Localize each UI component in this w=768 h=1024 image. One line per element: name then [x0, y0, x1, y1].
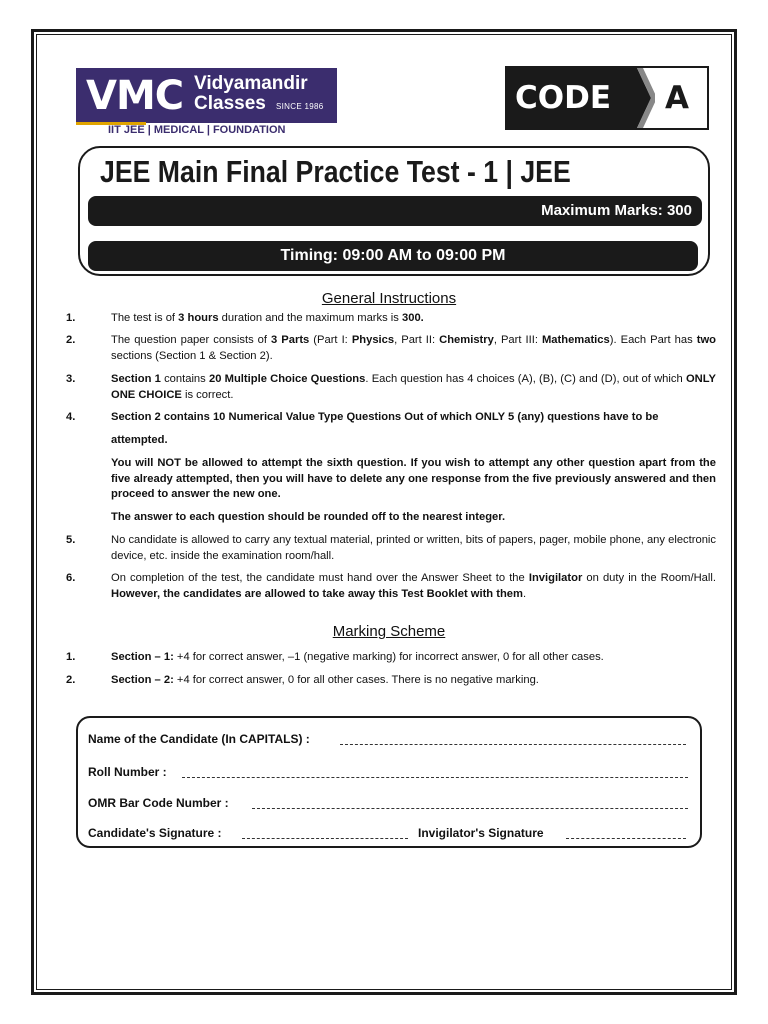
item-number: 2. — [66, 334, 76, 346]
vmc-logo — [76, 68, 337, 123]
omr-barcode-field[interactable] — [252, 808, 688, 809]
item-text: The test is of 3 hours duration and the maximum marks is 300. — [111, 312, 424, 324]
item-text: Section – 2: +4 for correct answer, 0 for all other cases. There is no negative marking. — [111, 674, 539, 686]
instruction-note: The answer to each question should be rounded off to the nearest integer. — [111, 511, 506, 523]
code-letter: A — [665, 80, 689, 116]
item-number: 1. — [66, 312, 76, 324]
invigilator-signature-label: Invigilator's Signature — [418, 826, 544, 840]
code-label: CODE — [515, 80, 612, 116]
logo-tagline: IIT JEE | MEDICAL | FOUNDATION — [108, 124, 286, 136]
item-text: No candidate is allowed to carry any textual material, printed or written, bits of papers, pager, mobile phone, any electronic device, etc. inside the examination room/hall. — [111, 534, 716, 562]
candidate-signature-field[interactable] — [242, 838, 408, 839]
candidate-signature-label: Candidate's Signature : — [88, 826, 222, 840]
roll-number-field[interactable] — [182, 777, 688, 778]
item-text: Section 2 contains 10 Numerical Value Type Questions Out of which ONLY 5 (any) questions have to be — [111, 411, 659, 423]
candidate-name-field[interactable] — [340, 744, 686, 745]
item-text: On completion of the test, the candidate must hand over the Answer Sheet to the Invigilator on duty in the Room/Hall. However, the candidates are allowed to take away this Test Booklet with them. — [111, 572, 716, 600]
instruction-note: You will NOT be allowed to attempt the sixth question. If you wish to attempt any other question apart from the five already attempted, then you will have to delete any one response from the five previously answered and then proceed to answer the new one. — [111, 457, 716, 500]
instruction-continuation: attempted. — [111, 434, 168, 446]
paper-code-box — [505, 66, 709, 130]
invigilator-signature-field[interactable] — [566, 838, 686, 839]
logo-name-line1: Vidyamandir — [194, 73, 308, 94]
item-text: Section 1 contains 20 Multiple Choice Questions. Each question has 4 choices (A), (B), (C) and (D), out of which ONLY ONE CHOICE is correct. — [111, 373, 716, 401]
item-number: 3. — [66, 373, 76, 385]
general-instructions-heading: General Instructions — [321, 290, 457, 307]
candidate-name-label: Name of the Candidate (In CAPITALS) : — [88, 732, 310, 746]
logo-name-line2: Classes — [194, 93, 266, 114]
item-text: The question paper consists of 3 Parts (Part I: Physics, Part II: Chemistry, Part III: Mathematics). Each Part has two sections (Section 1 & Section 2). — [111, 334, 716, 362]
item-number: 4. — [66, 411, 76, 423]
marking-scheme-heading: Marking Scheme — [332, 623, 446, 640]
roll-number-label: Roll Number : — [88, 765, 167, 779]
logo-acronym: VMC — [86, 73, 184, 119]
timing: Timing: 09:00 AM to 09:00 PM — [280, 247, 506, 264]
logo-since: SINCE 1986 — [276, 102, 324, 111]
item-number: 1. — [66, 651, 76, 663]
omr-barcode-label: OMR Bar Code Number : — [88, 796, 229, 810]
item-number: 6. — [66, 572, 76, 584]
code-chevron-icon — [625, 68, 655, 128]
item-number: 5. — [66, 534, 76, 546]
item-text: Section – 1: +4 for correct answer, –1 (negative marking) for incorrect answer, 0 for all other cases. — [111, 651, 604, 663]
test-title: JEE Main Final Practice Test - 1 | JEE — [100, 154, 571, 189]
maximum-marks: Maximum Marks: 300 — [541, 202, 692, 219]
item-number: 2. — [66, 674, 76, 686]
